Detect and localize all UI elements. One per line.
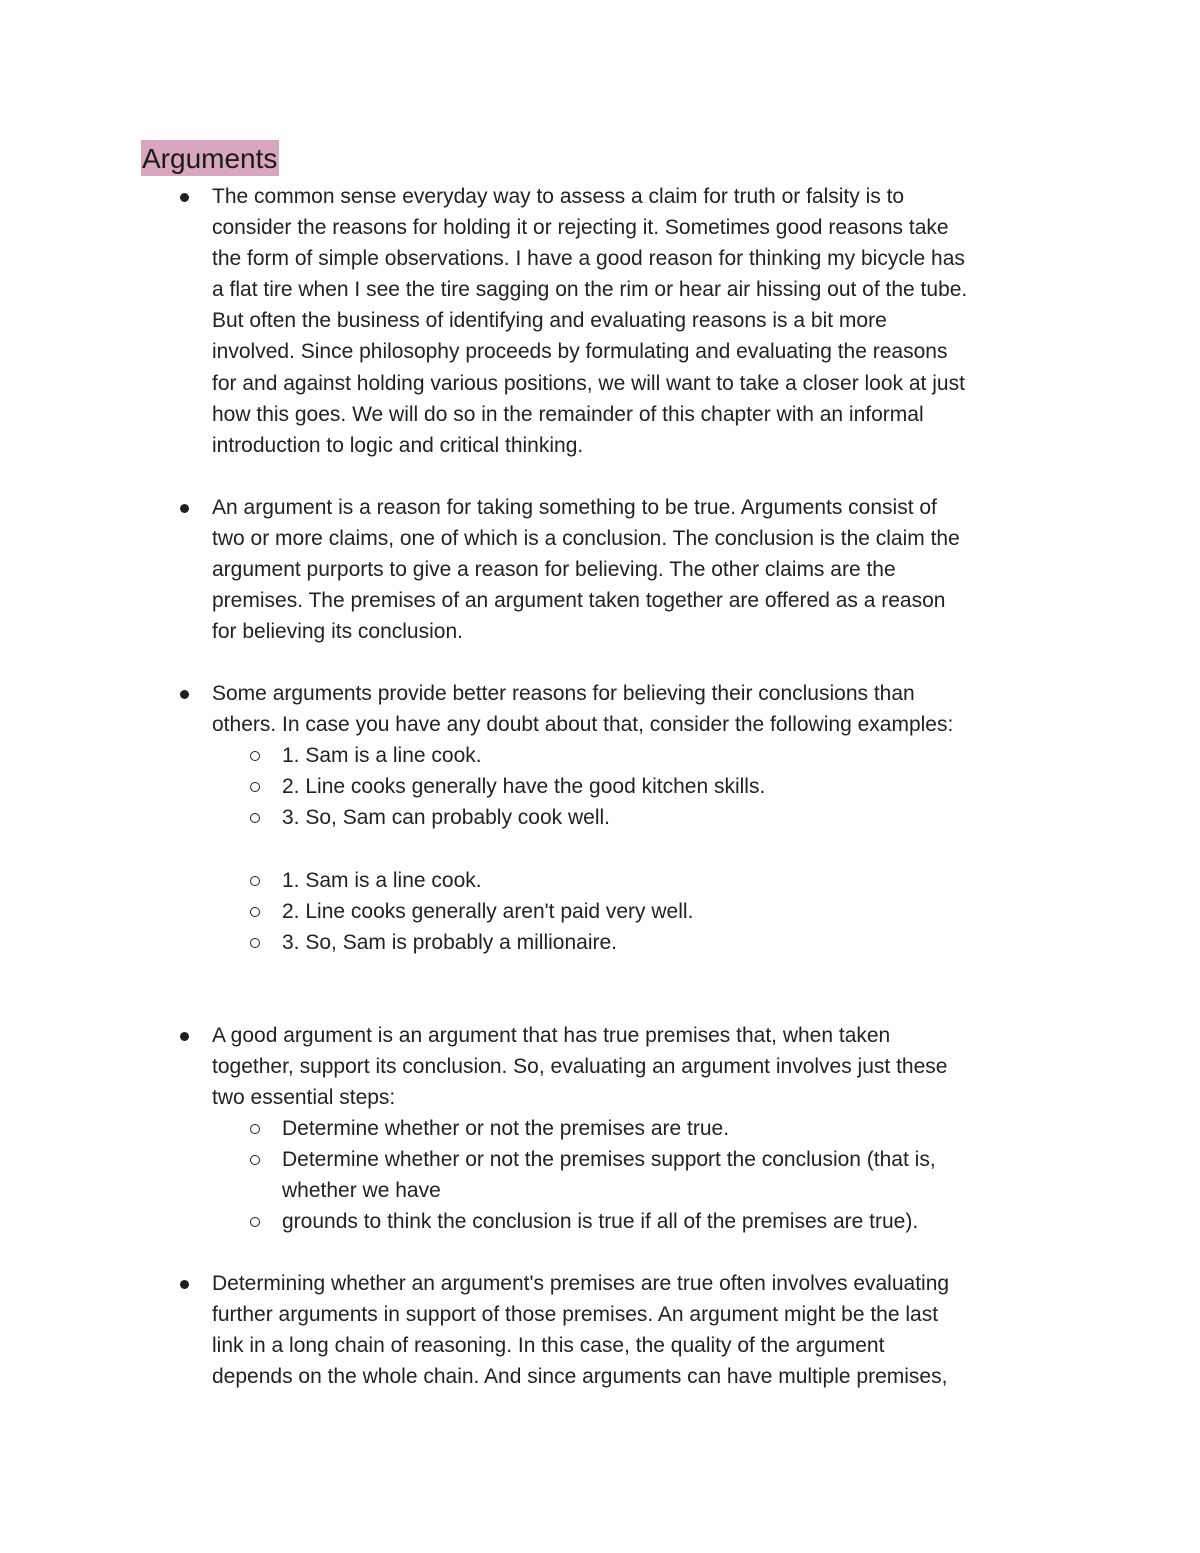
text-line: further arguments in support of those premises. An argument might be the last — [212, 1303, 939, 1327]
text-line: introduction to logic and critical thinking. — [212, 433, 584, 457]
sub-list-item — [282, 1144, 936, 1206]
sub-list-item: 2. Line cooks generally have the good kitchen skills. — [282, 775, 766, 798]
text-line: how this goes. We will do so in the remainder of this chapter with an informal — [212, 402, 924, 426]
text-line: together, support its conclusion. So, evaluating an argument involves just these — [212, 1055, 948, 1079]
text-line: The common sense everyday way to assess a claim for truth or falsity is to — [212, 185, 905, 208]
sub-bullet-marker — [250, 1155, 260, 1165]
text-line: consider the reasons for holding it or rejecting it. Sometimes good reasons take — [212, 216, 949, 240]
sub-bullet-marker — [250, 751, 260, 761]
text-line: two essential steps: — [212, 1086, 396, 1110]
bullet-paragraph — [212, 492, 1072, 647]
text-line: Determine whether or not the premises support the conclusion (that is, — [282, 1148, 936, 1171]
text-line: Determining whether an argument's premises are true often involves evaluating — [212, 1272, 950, 1295]
text-line: link in a long chain of reasoning. In this case, the quality of the argument — [212, 1334, 885, 1358]
bullet-paragraph — [212, 678, 1072, 740]
text-line: A good argument is an argument that has true premises that, when taken — [212, 1024, 891, 1047]
bullet-paragraph — [212, 181, 1072, 461]
sub-bullet-marker — [250, 813, 260, 823]
text-line: a flat tire when I see the tire sagging on the rim or hear air hissing out of the tube. — [212, 278, 968, 302]
sub-bullet-marker — [250, 876, 260, 886]
text-line: two or more claims, one of which is a conclusion. The conclusion is the claim the — [212, 527, 960, 551]
sub-bullet-marker — [250, 782, 260, 792]
heading-arguments: Arguments — [141, 140, 279, 176]
text-line: involved. Since philosophy proceeds by formulating and evaluating the reasons — [212, 340, 948, 364]
sub-list-item: 3. So, Sam is probably a millionaire. — [282, 931, 617, 954]
text-line: others. In case you have any doubt about that, consider the following examples: — [212, 713, 954, 737]
bullet-paragraph — [212, 1020, 1072, 1113]
text-line: depends on the whole chain. And since arguments can have multiple premises, — [212, 1365, 948, 1389]
bullet-marker — [180, 1280, 189, 1289]
sub-list-item: 3. So, Sam can probably cook well. — [282, 806, 611, 829]
text-line: But often the business of identifying and evaluating reasons is a bit more — [212, 309, 887, 333]
sub-list-item: 1. Sam is a line cook. — [282, 744, 482, 767]
bullet-marker — [180, 690, 189, 699]
text-line: premises. The premises of an argument taken together are offered as a reason — [212, 589, 946, 613]
sub-list-item: 2. Line cooks generally aren't paid very well. — [282, 900, 694, 923]
text-line: for believing its conclusion. — [212, 620, 463, 644]
sub-bullet-marker — [250, 938, 260, 948]
sub-bullet-marker — [250, 907, 260, 917]
text-line: An argument is a reason for taking something to be true. Arguments consist of — [212, 496, 937, 519]
bullet-marker — [180, 193, 189, 202]
text-line: for and against holding various positions, we will want to take a closer look at just — [212, 371, 965, 395]
sub-list-item: grounds to think the conclusion is true if all of the premises are true). — [282, 1210, 919, 1233]
sub-bullet-marker — [250, 1217, 260, 1227]
sub-list-item: Determine whether or not the premises are true. — [282, 1117, 730, 1140]
text-line: Some arguments provide better reasons for believing their conclusions than — [212, 682, 915, 705]
bullet-marker — [180, 1032, 189, 1041]
sub-list-item: 1. Sam is a line cook. — [282, 869, 482, 892]
text-line: argument purports to give a reason for believing. The other claims are the — [212, 558, 896, 582]
text-line: the form of simple observations. I have a good reason for thinking my bicycle has — [212, 247, 965, 271]
bullet-marker — [180, 504, 189, 513]
sub-bullet-marker — [250, 1124, 260, 1134]
bullet-paragraph — [212, 1268, 1072, 1392]
text-line: whether we have — [282, 1179, 441, 1203]
